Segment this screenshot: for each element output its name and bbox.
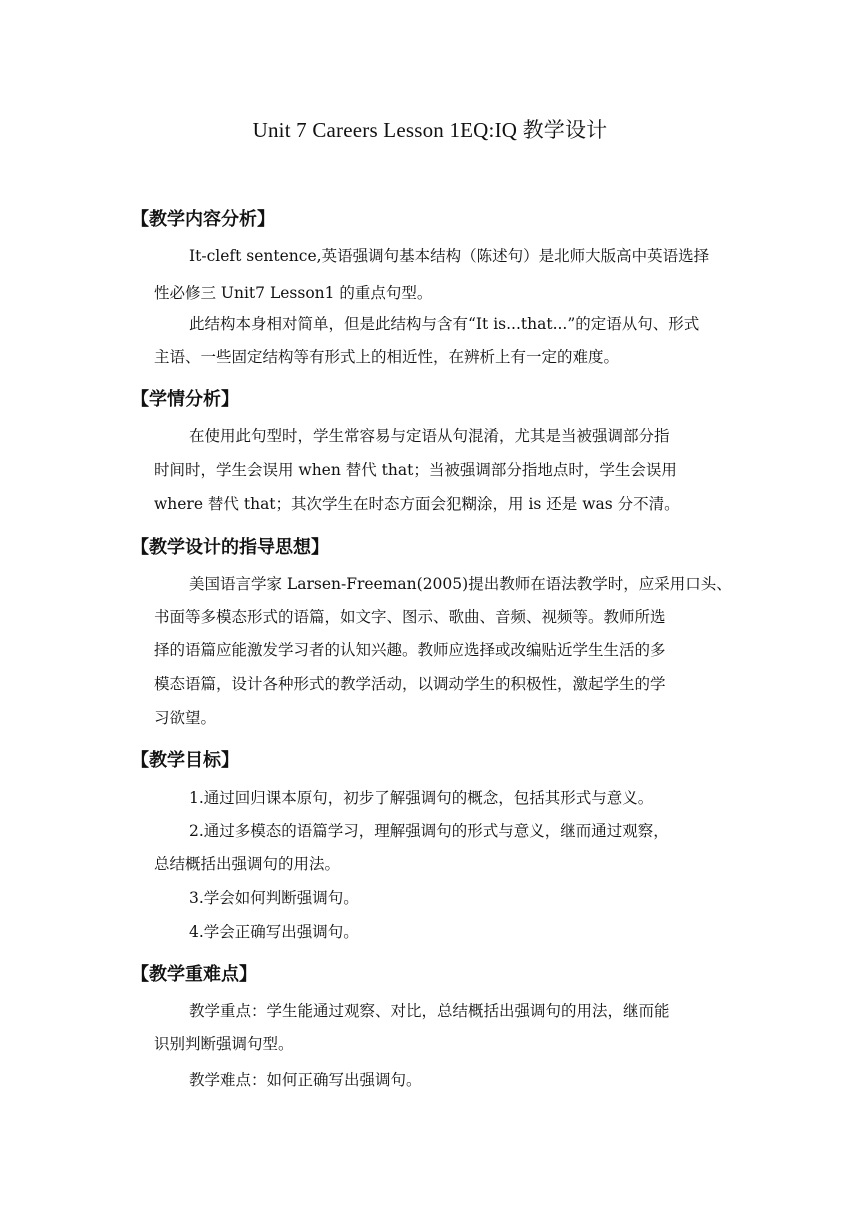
paragraph-line: 时间时，学生会误用 when 替代 that；当被强调部分指地点时，学生会误用 bbox=[154, 461, 677, 479]
paragraph-line: 2.通过多模态的语篇学习，理解强调句的形式与意义，继而通过观察， bbox=[189, 822, 669, 840]
paragraph-line: 模态语篇，设计各种形式的教学活动，以调动学生的积极性，激起学生的学 bbox=[154, 675, 666, 693]
paragraph-line: 美国语言学家 Larsen-Freeman(2005)提出教师在语法教学时，应采用口头、 bbox=[189, 575, 732, 593]
paragraph-line: where 替代 that；其次学生在时态方面会犯糊涂，用 is 还是 was 分不清。 bbox=[154, 495, 680, 513]
paragraph-line: 书面等多模态形式的语篇，如文字、图示、歌曲、音频、视频等。教师所选 bbox=[154, 608, 666, 626]
paragraph-line: 此结构本身相对简单，但是此结构与含有“It is...that...”的定语从句、形式 bbox=[189, 315, 700, 333]
section-heading-key-points: 【教学重难点】 bbox=[131, 964, 257, 985]
paragraph-line: It-cleft sentence,英语强调句基本结构（陈述句）是北师大版高中英语选择 bbox=[189, 247, 710, 265]
paragraph-line: 择的语篇应能激发学习者的认知兴趣。教师应选择或改编贴近学生生活的多 bbox=[154, 641, 666, 659]
paragraph-line: 习欲望。 bbox=[154, 709, 217, 727]
paragraph-line: 3.学会如何判断强调句。 bbox=[189, 889, 359, 907]
section-heading-learner-analysis: 【学情分析】 bbox=[131, 389, 239, 410]
paragraph-line: 性必修三 Unit7 Lesson1 的重点句型。 bbox=[154, 284, 433, 302]
page-title: Unit 7 Careers Lesson 1EQ:IQ 教学设计 bbox=[252, 118, 608, 142]
section-heading-guiding-idea: 【教学设计的指导思想】 bbox=[131, 537, 329, 558]
paragraph-line: 总结概括出强调句的用法。 bbox=[154, 855, 341, 873]
section-heading-objectives: 【教学目标】 bbox=[131, 750, 239, 771]
paragraph-line: 教学重点：学生能通过观察、对比，总结概括出强调句的用法，继而能 bbox=[189, 1002, 670, 1020]
section-heading-content-analysis: 【教学内容分析】 bbox=[131, 209, 275, 230]
paragraph-line: 1.通过回归课本原句，初步了解强调句的概念，包括其形式与意义。 bbox=[189, 789, 654, 807]
paragraph-line: 4.学会正确写出强调句。 bbox=[189, 923, 359, 941]
paragraph-line: 在使用此句型时，学生常容易与定语从句混淆，尤其是当被强调部分指 bbox=[189, 427, 670, 445]
paragraph-line: 教学难点：如何正确写出强调句。 bbox=[189, 1071, 422, 1089]
paragraph-line: 主语、一些固定结构等有形式上的相近性，在辨析上有一定的难度。 bbox=[154, 348, 620, 366]
paragraph-line: 识别判断强调句型。 bbox=[154, 1035, 294, 1053]
